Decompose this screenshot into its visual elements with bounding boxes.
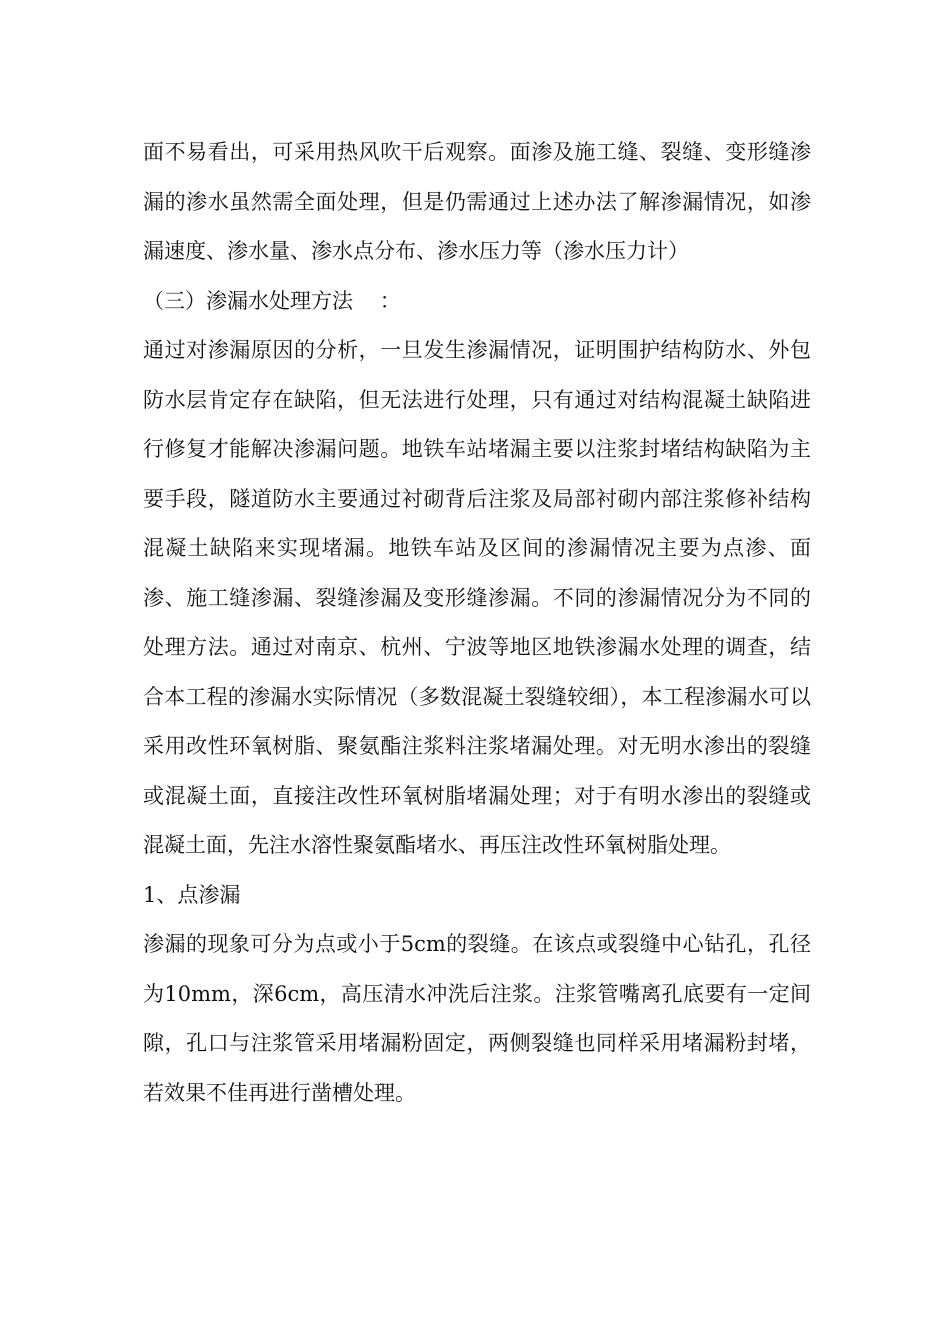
section-heading: （三）渗漏水处理方法 ： <box>143 288 401 313</box>
paragraph-point-leak: 渗漏的现象可分为点或小于5cm的裂缝。在该点或裂缝中心钻孔，孔径为10mm，深6cm，高压清水冲洗后注浆。注浆管嘴离孔底要有一定间隙，孔口与注浆管采用堵漏粉固定，两侧裂缝也同样采用堵漏粉封堵，若效果不佳再进行凿槽处理。 <box>143 932 811 1105</box>
subheading-point-leak: 1、点渗漏 <box>143 882 241 907</box>
paragraph-continued: 面不易看出，可采用热风吹干后观察。面渗及施工缝、裂缝、变形缝渗漏的渗水虽然需全面处理，但是仍需通过上述办法了解渗漏情况，如渗漏速度、渗水量、渗水点分布、渗水压力等（渗水压力计） <box>143 140 811 263</box>
paragraph-treatment-method: 通过对渗漏原因的分析，一旦发生渗漏情况，证明围护结构防水、外包防水层肯定存在缺陷，但无法进行处理，只有通过对结构混凝土缺陷进行修复才能解决渗漏问题。地铁车站堵漏主要以注浆封堵结构缺陷为主要手段，隧道防水主要通过衬砌背后注浆及局部衬砌内部注浆修补结构混凝土缺陷来实现堵漏。地铁车站及区间的渗漏情况主要为点渗、面渗、施工缝渗漏、裂缝渗漏及变形缝渗漏。不同的渗漏情况分为不同的处理方法。通过对南京、杭州、宁波等地区地铁渗漏水处理的调查，结合本工程的渗漏水实际情况（多数混凝土裂缝较细），本工程渗漏水可以采用改性环氧树脂、聚氨酯注浆料注浆堵漏处理。对无明水渗出的裂缝或混凝土面，直接注改性环氧树脂堵漏处理；对于有明水渗出的裂缝或混凝土面，先注水溶性聚氨酯堵水、再压注改性环氧树脂处理。 <box>143 338 811 857</box>
document-body <box>143 128 811 1118</box>
